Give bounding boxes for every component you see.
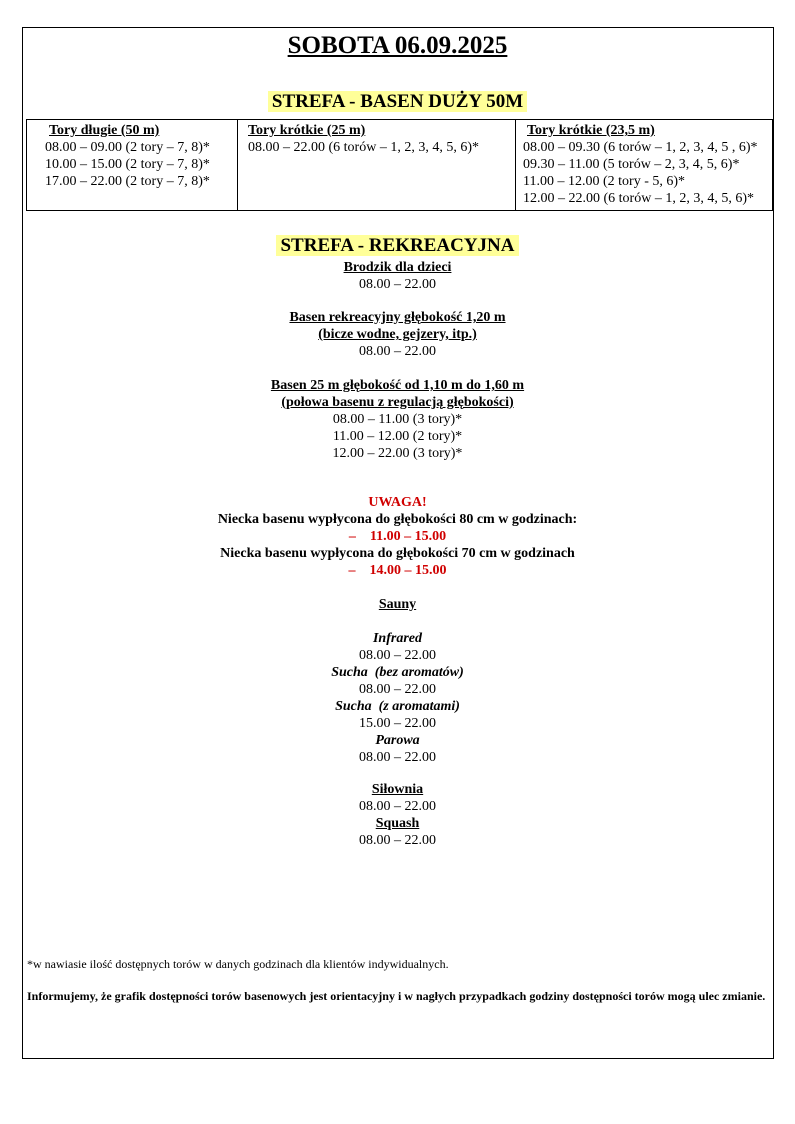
lanes-col-long bbox=[27, 120, 238, 211]
rec-pool-hours: 08.00 – 22.00 bbox=[359, 344, 436, 359]
lanes-col-short25 bbox=[238, 120, 516, 211]
kids-pool-title: Brodzik dla dzieci bbox=[343, 260, 452, 275]
page-title: SOBOTA 06.09.2025 bbox=[287, 32, 508, 59]
pool25-row: 11.00 – 12.00 (2 tory)* bbox=[332, 429, 463, 444]
lane-row: 10.00 – 15.00 (2 tory – 7, 8)* bbox=[45, 157, 210, 172]
lane-row: 08.00 – 09.30 (6 torów – 1, 2, 3, 4, 5 , 6)* bbox=[523, 140, 758, 155]
sauna-hours: 08.00 – 22.00 bbox=[359, 750, 436, 765]
squash-hours: 08.00 – 22.00 bbox=[359, 833, 436, 848]
info-note: Informujemy, że grafik dostępności torów basenowych jest orientacyjny i w nagłych przypadkach godziny dostępności torów mogą ulec zmianie. bbox=[27, 989, 766, 1003]
pool25-title: Basen 25 m głębokość od 1,10 m do 1,60 m bbox=[270, 378, 525, 393]
lanes-col-header: Tory krótkie (23,5 m) bbox=[527, 123, 655, 138]
sauna-hours: 08.00 – 22.00 bbox=[359, 648, 436, 663]
squash-title: Squash bbox=[375, 816, 420, 831]
gym-hours: 08.00 – 22.00 bbox=[359, 799, 436, 814]
pool25-row: 08.00 – 11.00 (3 tory)* bbox=[332, 412, 463, 427]
rec-pool-subtitle: (bicze wodne, gejzery, itp.) bbox=[318, 327, 477, 342]
saunas-section bbox=[0, 596, 795, 766]
pool25-row: 12.00 – 22.00 (3 tory)* bbox=[332, 446, 463, 461]
lane-row: 08.00 – 22.00 (6 torów – 1, 2, 3, 4, 5, 6)* bbox=[248, 140, 479, 155]
rec-pool-section bbox=[0, 309, 795, 360]
lane-row: 08.00 – 09.00 (2 tory – 7, 8)* bbox=[45, 140, 210, 155]
pool25-subtitle: (połowa basenu z regulacją głębokości) bbox=[281, 395, 514, 410]
lanes-table bbox=[26, 119, 773, 211]
notice-section bbox=[0, 494, 795, 579]
lane-row: 11.00 – 12.00 (2 tory - 5, 6)* bbox=[523, 174, 686, 189]
sauna-name: Sucha (bez aromatów) bbox=[331, 665, 464, 680]
gym-title: Siłownia bbox=[371, 782, 424, 797]
gym-section bbox=[0, 781, 795, 849]
notice-label: UWAGA! bbox=[368, 495, 427, 510]
lanes-col-header: Tory krótkie (25 m) bbox=[248, 123, 366, 138]
sauna-hours: 15.00 – 22.00 bbox=[359, 716, 436, 731]
notice-time: – 11.00 – 15.00 bbox=[348, 529, 447, 544]
sauna-hours: 08.00 – 22.00 bbox=[359, 682, 436, 697]
lanes-col-header: Tory długie (50 m) bbox=[49, 123, 160, 138]
sauna-name: Parowa bbox=[375, 733, 420, 748]
lanes-col-short23 bbox=[516, 120, 773, 211]
sauna-name: Sucha (z aromatami) bbox=[335, 699, 460, 714]
notice-line: Niecka basenu wypłycona do głębokości 80 cm w godzinach: bbox=[217, 512, 578, 527]
zone-big-heading: STREFA - BASEN DUŻY 50M bbox=[0, 91, 795, 113]
notice-line: Niecka basenu wypłycona do głębokości 70 cm w godzinach bbox=[220, 546, 575, 561]
kids-pool-section bbox=[0, 259, 795, 293]
rec-pool-title: Basen rekreacyjny głębokość 1,20 m bbox=[289, 310, 506, 325]
footnote: *w nawiasie ilość dostępnych torów w danych godzinach dla klientów indywidualnych. bbox=[27, 957, 449, 971]
notice-time: – 14.00 – 15.00 bbox=[348, 563, 447, 578]
kids-pool-hours: 08.00 – 22.00 bbox=[359, 277, 436, 292]
lane-row: 09.30 – 11.00 (5 torów – 2, 3, 4, 5, 6)* bbox=[523, 157, 740, 172]
zone-rec-heading: STREFA - REKREACYJNA bbox=[0, 235, 795, 257]
sauna-name: Infrared bbox=[372, 631, 422, 646]
pool25-section bbox=[0, 377, 795, 462]
lane-row: 17.00 – 22.00 (2 tory – 7, 8)* bbox=[45, 174, 210, 189]
saunas-heading: Sauny bbox=[378, 597, 417, 612]
lane-row: 12.00 – 22.00 (6 torów – 1, 2, 3, 4, 5, 6)* bbox=[523, 191, 754, 206]
